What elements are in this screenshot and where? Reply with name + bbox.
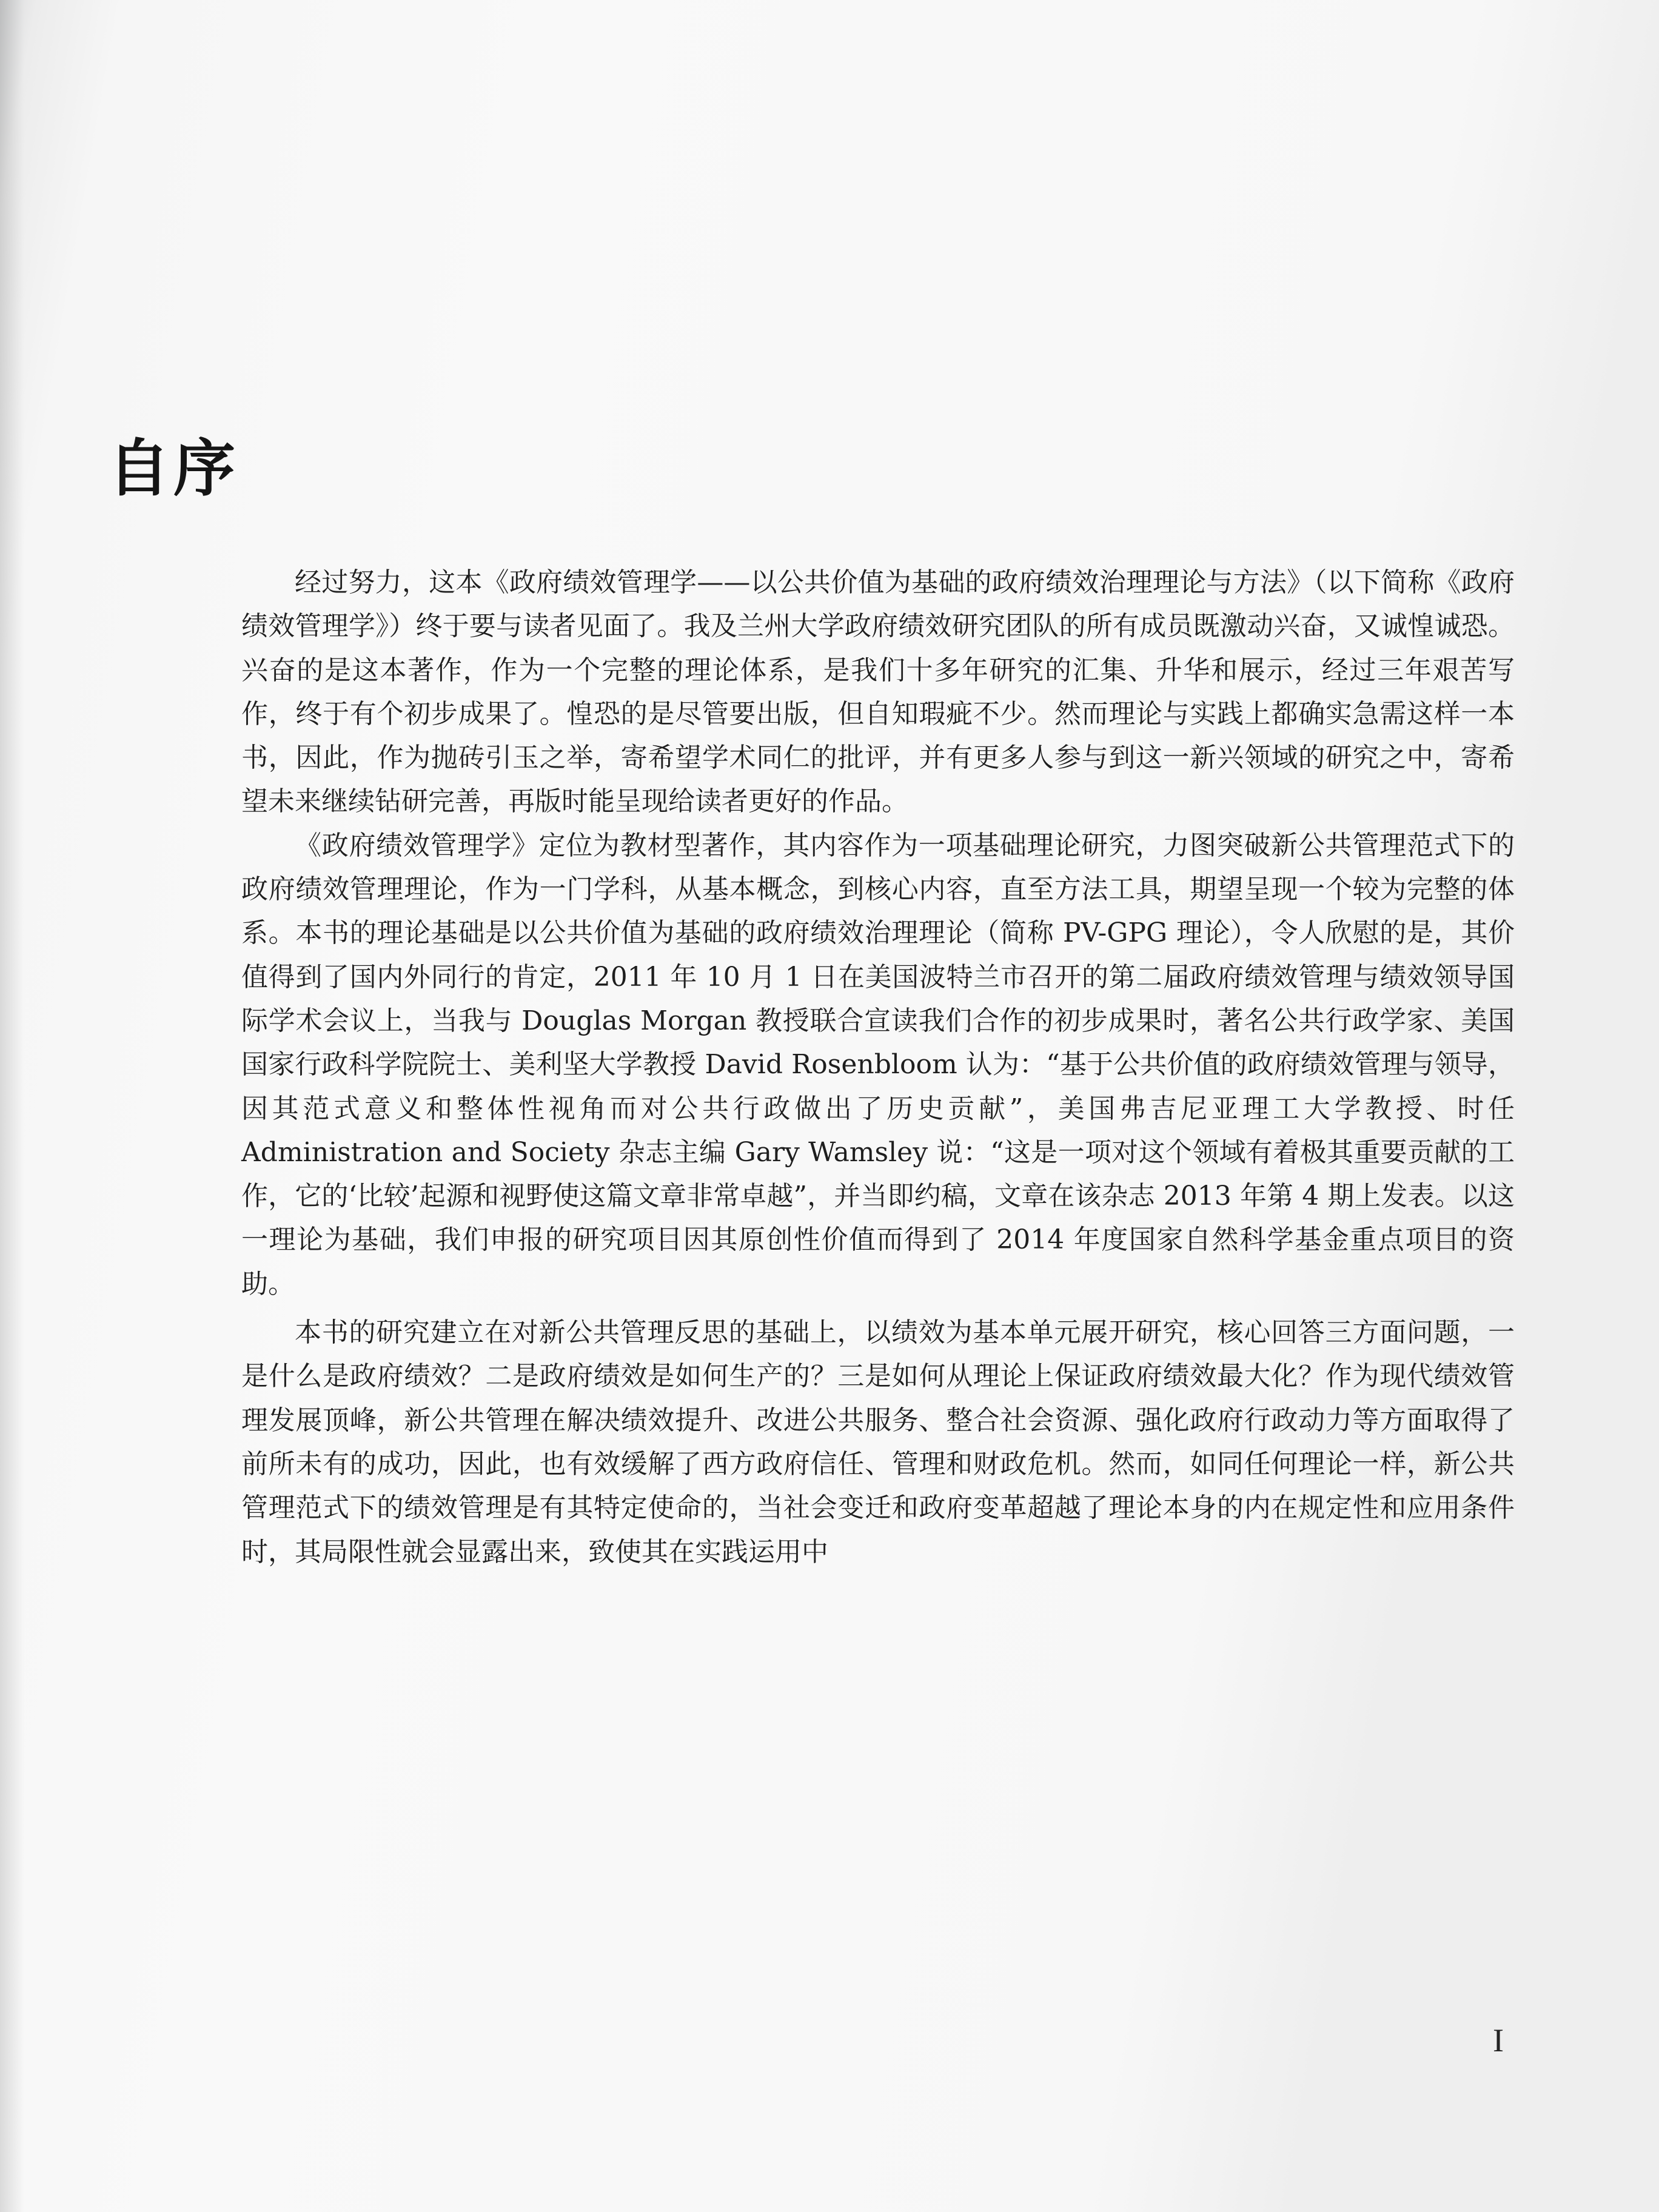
paragraph-2: 《政府绩效管理学》定位为教材型著作，其内容作为一项基础理论研究，力图突破新公共管理范式下的政府绩效管理理论，作为一门学科，从基本概念，到核心内容，直至方法工具，期望呈现一个较为完整的体系。本书的理论基础是以公共价值为基础的政府绩效治理理论（简称 PV-GPG 理论），令人欣慰的是，其价值得到了国内外同行的肯定，2011 年 10 月 1 日在美国波特兰市召开的第二届政府绩效管理与绩效领导国际学术会议上，当我与 Douglas Morgan 教授联合宣读我们合作的初步成果时，著名公共行政学家、美国国家行政科学院院士、美利坚大学教授 David Rosenbloom 认为：“基于公共价值的政府绩效管理与领导，因其范式意义和整体性视角而对公共行政做出了历史贡献”，美国弗吉尼亚理工大学教授、时任 Administration and Society 杂志主编 Gary Wamsley 说：“这是一项对这个领域有着极其重要贡献的工作，它的‘比较’起源和视野使这篇文章非常卓越”，并当即约稿，文章在该杂志 2013 年第 4 期上发表。以这一理论为基础，我们申报的研究项目因其原创性价值而得到了 2014 年度国家自然科学基金重点项目的资助。	[241, 830, 1515, 1299]
book-spine-shadow	[0, 0, 24, 2212]
paragraph-3: 本书的研究建立在对新公共管理反思的基础上，以绩效为基本单元展开研究，核心回答三方面问题，一是什么是政府绩效？二是政府绩效是如何生产的？三是如何从理论上保证政府绩效最大化？作为现代绩效管理发展顶峰，新公共管理在解决绩效提升、改进公共服务、整合社会资源、强化政府行政动力等方面取得了前所未有的成功，因此，也有效缓解了西方政府信任、管理和财政危机。然而，如同任何理论一样，新公共管理范式下的绩效管理是有其特定使命的，当社会变迁和政府变革超越了理论本身的内在规定性和应用条件时，其局限性就会显露出来，致使其在实践运用中	[241, 1317, 1515, 1567]
paragraph-1: 经过努力，这本《政府绩效管理学——以公共价值为基础的政府绩效治理理论与方法》（以下简称《政府绩效管理学》）终于要与读者见面了。我及兰州大学政府绩效研究团队的所有成员既激动兴奋，又诚惶诚恐。兴奋的是这本著作，作为一个完整的理论体系，是我们十多年研究的汇集、升华和展示，经过三年艰苦写作，终于有个初步成果了。惶恐的是尽管要出版，但自知瑕疵不少。然而理论与实践上都确实急需这样一本书，因此，作为抛砖引玉之举，寄希望学术同仁的批评，并有更多人参与到这一新兴领域的研究之中，寄希望未来继续钻研完善，再版时能呈现给读者更好的作品。	[241, 567, 1515, 817]
preface-body	[241, 561, 1515, 1574]
page-title: 自序	[108, 433, 239, 506]
page-number: I	[1493, 2022, 1504, 2059]
